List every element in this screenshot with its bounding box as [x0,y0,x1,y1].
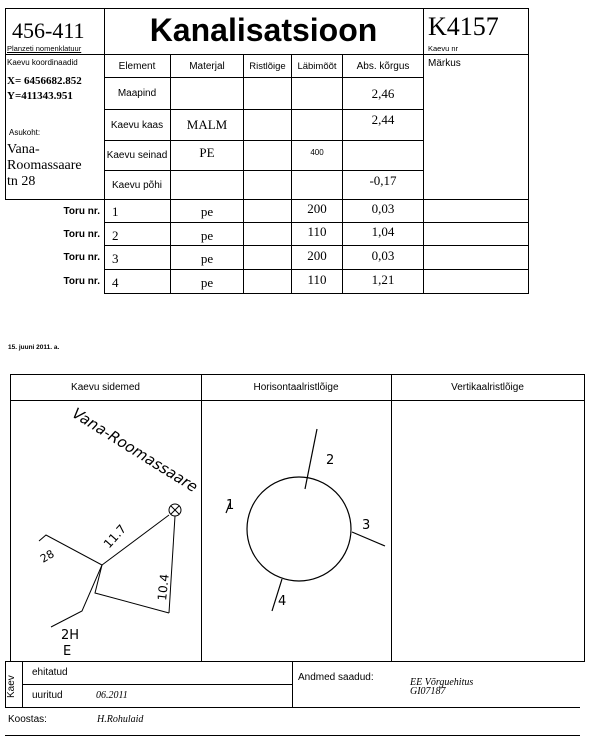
pipe-diameter: 110 [307,271,327,287]
sketch-col-horizontal: Horisontaalristlõige [253,382,339,393]
col-element: Element [118,60,156,72]
house-number-2-sub: E [63,644,72,659]
location-line2: Roomassaare [7,158,82,173]
street-name: Vana-Roomassaare [68,404,201,497]
well-number-label: Kaevu nr [428,44,459,53]
pipe-line-3 [352,532,385,546]
house-number-2: 2H [61,628,80,643]
pipe-label: Toru nr. [63,205,100,217]
page-title: Kanalisatsioon [149,12,378,48]
coord-x: X= 6456682.852 [7,75,82,87]
pipe-number: 4 [112,275,119,290]
row-element: Maapind [117,88,157,99]
nomenclature: 456-411 [12,18,85,43]
built-label: ehitatud [32,667,68,678]
pipe-material: pe [200,204,214,219]
col-notes: Märkus [428,58,461,69]
pipe-label-4: 4 [278,594,287,609]
data-from-line2: GI07187 [410,686,446,697]
pipe-elevation: 0,03 [371,247,395,263]
pipe-material: pe [200,275,214,290]
row-elevation: -0,17 [369,173,397,188]
pipe-elevation: 1,21 [371,271,395,287]
pipe-elevation: 0,03 [371,201,395,216]
nomenclature-label: Planzeti nomenklatuur [7,44,82,53]
pipe-label-1: 1 [226,498,235,513]
document-date: 15. juuni 2011. a. [8,344,60,351]
location-sketch [11,401,201,661]
data-from-line1: EE Võrguehitus [410,677,474,688]
coords-label: Kaevu koordinaadid [7,58,78,67]
sketch-col-links: Kaevu sidemed [71,382,140,393]
pipe-label: Toru nr. [63,228,100,240]
compiled-label: Koostas: [8,714,47,725]
pipe-label-2: 2 [326,453,335,468]
location-label: Asukoht: [9,128,41,137]
distance-label-2: 10.4 [155,573,172,602]
row-elevation: 2,46 [371,85,395,101]
row-element: Kaevu kaas [110,119,164,131]
coord-y: Y=411343.951 [7,90,73,102]
pipe-diameter: 200 [307,247,327,263]
measured-value: 06.2011 [96,690,128,701]
pipe-number: 2 [112,228,119,243]
col-elevation: Abs. kõrgus [356,60,410,72]
col-diameter: Läbimõõt [297,60,337,72]
pipe-diameter: 110 [307,224,327,239]
row-material: MALM [186,117,228,132]
pipe-material: pe [200,251,214,266]
row-element: Kaevu seinad [106,150,168,161]
pipe-number: 3 [112,251,119,266]
pipe-label: Toru nr. [63,276,100,287]
location-line1: Vana- [7,142,40,157]
location-line3: tn 28 [7,174,36,189]
well-label: Kaev [6,675,17,698]
well-number: K4157 [428,12,499,41]
row-elevation: 2,44 [371,112,395,127]
pipe-material: pe [200,228,214,243]
col-section: Ristlõige [249,60,286,72]
distance-line-2 [169,516,175,613]
pipe-diameter: 200 [307,201,327,216]
sketch-col-vertical: Vertikaalristlõige [451,382,524,393]
row-diameter: 400 [310,148,324,157]
measured-label: uuritud [32,690,63,701]
pipe-number: 1 [112,204,119,219]
distance-label-1: 11.7 [100,521,130,552]
horizontal-section [202,401,391,661]
house-number-1: 28 [38,547,57,566]
compiled-value: H.Rohulaid [97,714,144,725]
manhole-circle [247,477,351,581]
pipe-label: Toru nr. [63,252,100,263]
row-material: PE [199,144,215,160]
pipe-label-3: 3 [362,518,371,533]
pipe-elevation: 1,04 [371,224,395,239]
row-element: Kaevu põhi [111,179,163,191]
data-from-label: Andmed saadud: [298,672,374,683]
col-material: Materjal [189,60,225,72]
